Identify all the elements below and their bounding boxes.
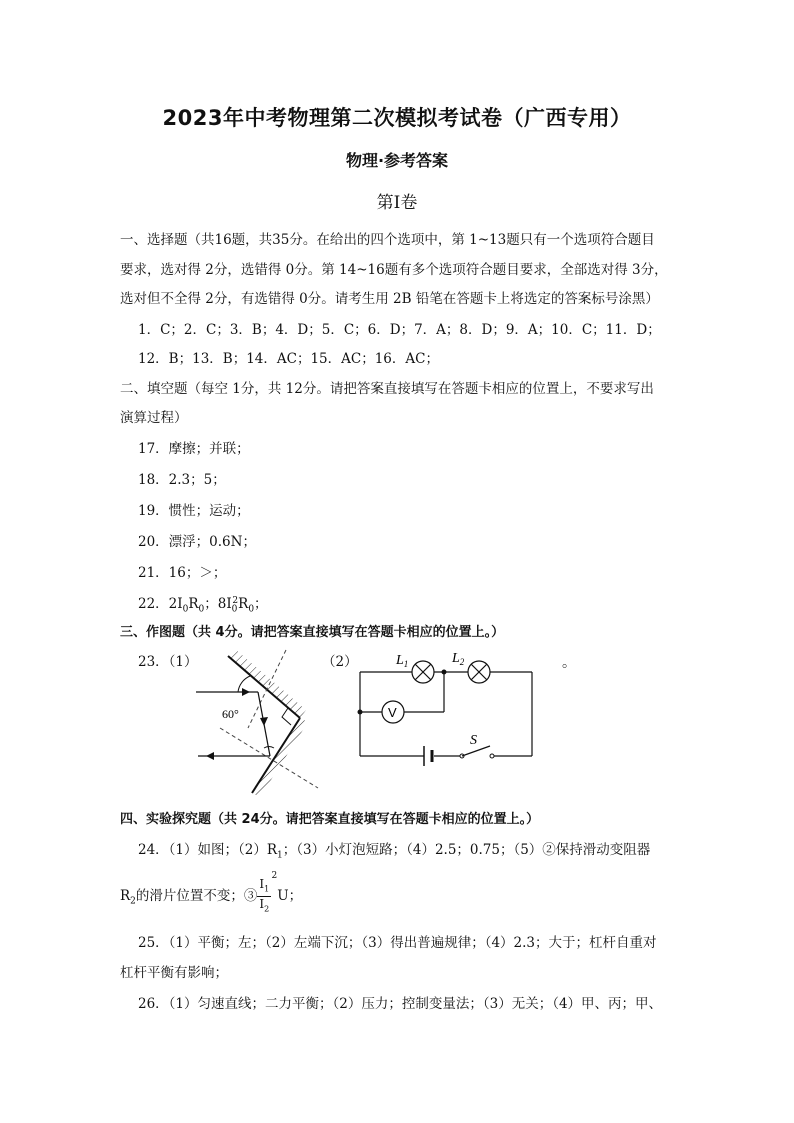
answer-17: 17．摩擦；并联； xyxy=(138,441,250,457)
section1-instructions-line3: 选对但不全得 2分，有选错得 0分。请考生用 2B 铅笔在答题卡上将选定的答案标号涂黑） xyxy=(120,291,659,307)
reflected-arrow-1 xyxy=(260,717,268,726)
fraction-expression: $I_1$ $I_2$ 2 xyxy=(259,870,278,914)
section1-answers-line1: 1．C；2．C；3．B；4．D；5．C；6．D；7．A；8．D；9．A；10．C；11．D； xyxy=(138,322,661,338)
answer-21: 21．16；＞； xyxy=(138,565,227,581)
answer-26-line1: 26．（1）匀速直线；二力平衡；（2）压力；控制变量法；（3）无关；（4）甲、丙；甲、 xyxy=(138,996,663,1012)
question-23-part1-label: 23．（1） xyxy=(138,654,198,670)
angle-label: 60° xyxy=(222,707,239,721)
answer-25-line2: 杠杆平衡有影响； xyxy=(120,965,228,981)
reflection-diagram xyxy=(190,648,320,798)
section1-instructions-line2: 要求，选对得 2分，选错得 0分。第 14~16题有多个选项符合题目要求，全部选对得 3分， xyxy=(120,262,668,278)
lamp-L2-label: $L_2$ xyxy=(452,651,465,667)
voltmeter-label: V xyxy=(388,705,397,720)
answer-19: 19．惯性；运动； xyxy=(138,503,250,519)
section1-instructions-line1: 一、选择题（共16题，共35分。在给出的四个选项中，第 1~13题只有一个选项符合题目 xyxy=(120,232,655,248)
section2-instructions-line2: 演算过程） xyxy=(120,410,188,426)
page-subtitle: 物理·参考答案 xyxy=(345,151,449,170)
answer-24-line1: 24．（1）如图；$(2)R_1$；（3）小灯泡短路；（4）2.5；0.75；（5）②保持滑动变阻器 xyxy=(138,842,651,861)
section2-instructions-line1: 二、填空题（每空 1分，共 12分。请把答案直接填写在答题卡相应的位置上，不要求写出 xyxy=(120,381,654,397)
circuit-diagram xyxy=(352,648,542,778)
section3-instructions: 三、作图题（共 4分。请把答案直接填写在答题卡相应的位置上。） xyxy=(120,625,505,640)
section4-instructions: 四、实验探究题（共 24分。请把答案直接填写在答题卡相应的位置上。） xyxy=(120,812,540,827)
mirror2-hatching xyxy=(252,718,308,797)
incident-arrow xyxy=(242,688,250,696)
reflected-arrow-2 xyxy=(206,752,214,760)
switch-label: S xyxy=(470,733,477,748)
lamp-L1-label: $L_1$ xyxy=(396,653,409,669)
page-title: 2023年中考物理第二次模拟考试卷（广西专用） xyxy=(162,106,632,130)
switch-contact xyxy=(490,754,494,758)
answer-18: 18．2.3；5； xyxy=(138,472,226,488)
volume-heading: 第Ⅰ卷 xyxy=(376,193,418,213)
trailing-mark: 。 xyxy=(562,655,576,671)
question-23-part2-label: （2） xyxy=(322,654,358,670)
junction-top xyxy=(442,670,447,675)
answer-25-line1: 25．（1）平衡；左；（2）左端下沉；（3）得出普遍规律；（4）2.3；大于；杠杆自重对 xyxy=(138,935,657,951)
answer-22: 22．$2I_0R_0$；$8I_0^2R_0$； xyxy=(138,595,268,615)
mirror1-hatching xyxy=(228,648,306,718)
answer-20: 20．漂浮；0.6N； xyxy=(138,534,256,550)
right-angle-mark xyxy=(282,708,291,725)
junction-left xyxy=(358,710,363,715)
section1-answers-line2: 12．B；13．B；14．AC；15．AC；16．AC； xyxy=(138,351,439,367)
answer-24-line2: $R_2$的滑片位置不变；③ $I_1$ $I_2$ 2 U； xyxy=(120,876,680,916)
